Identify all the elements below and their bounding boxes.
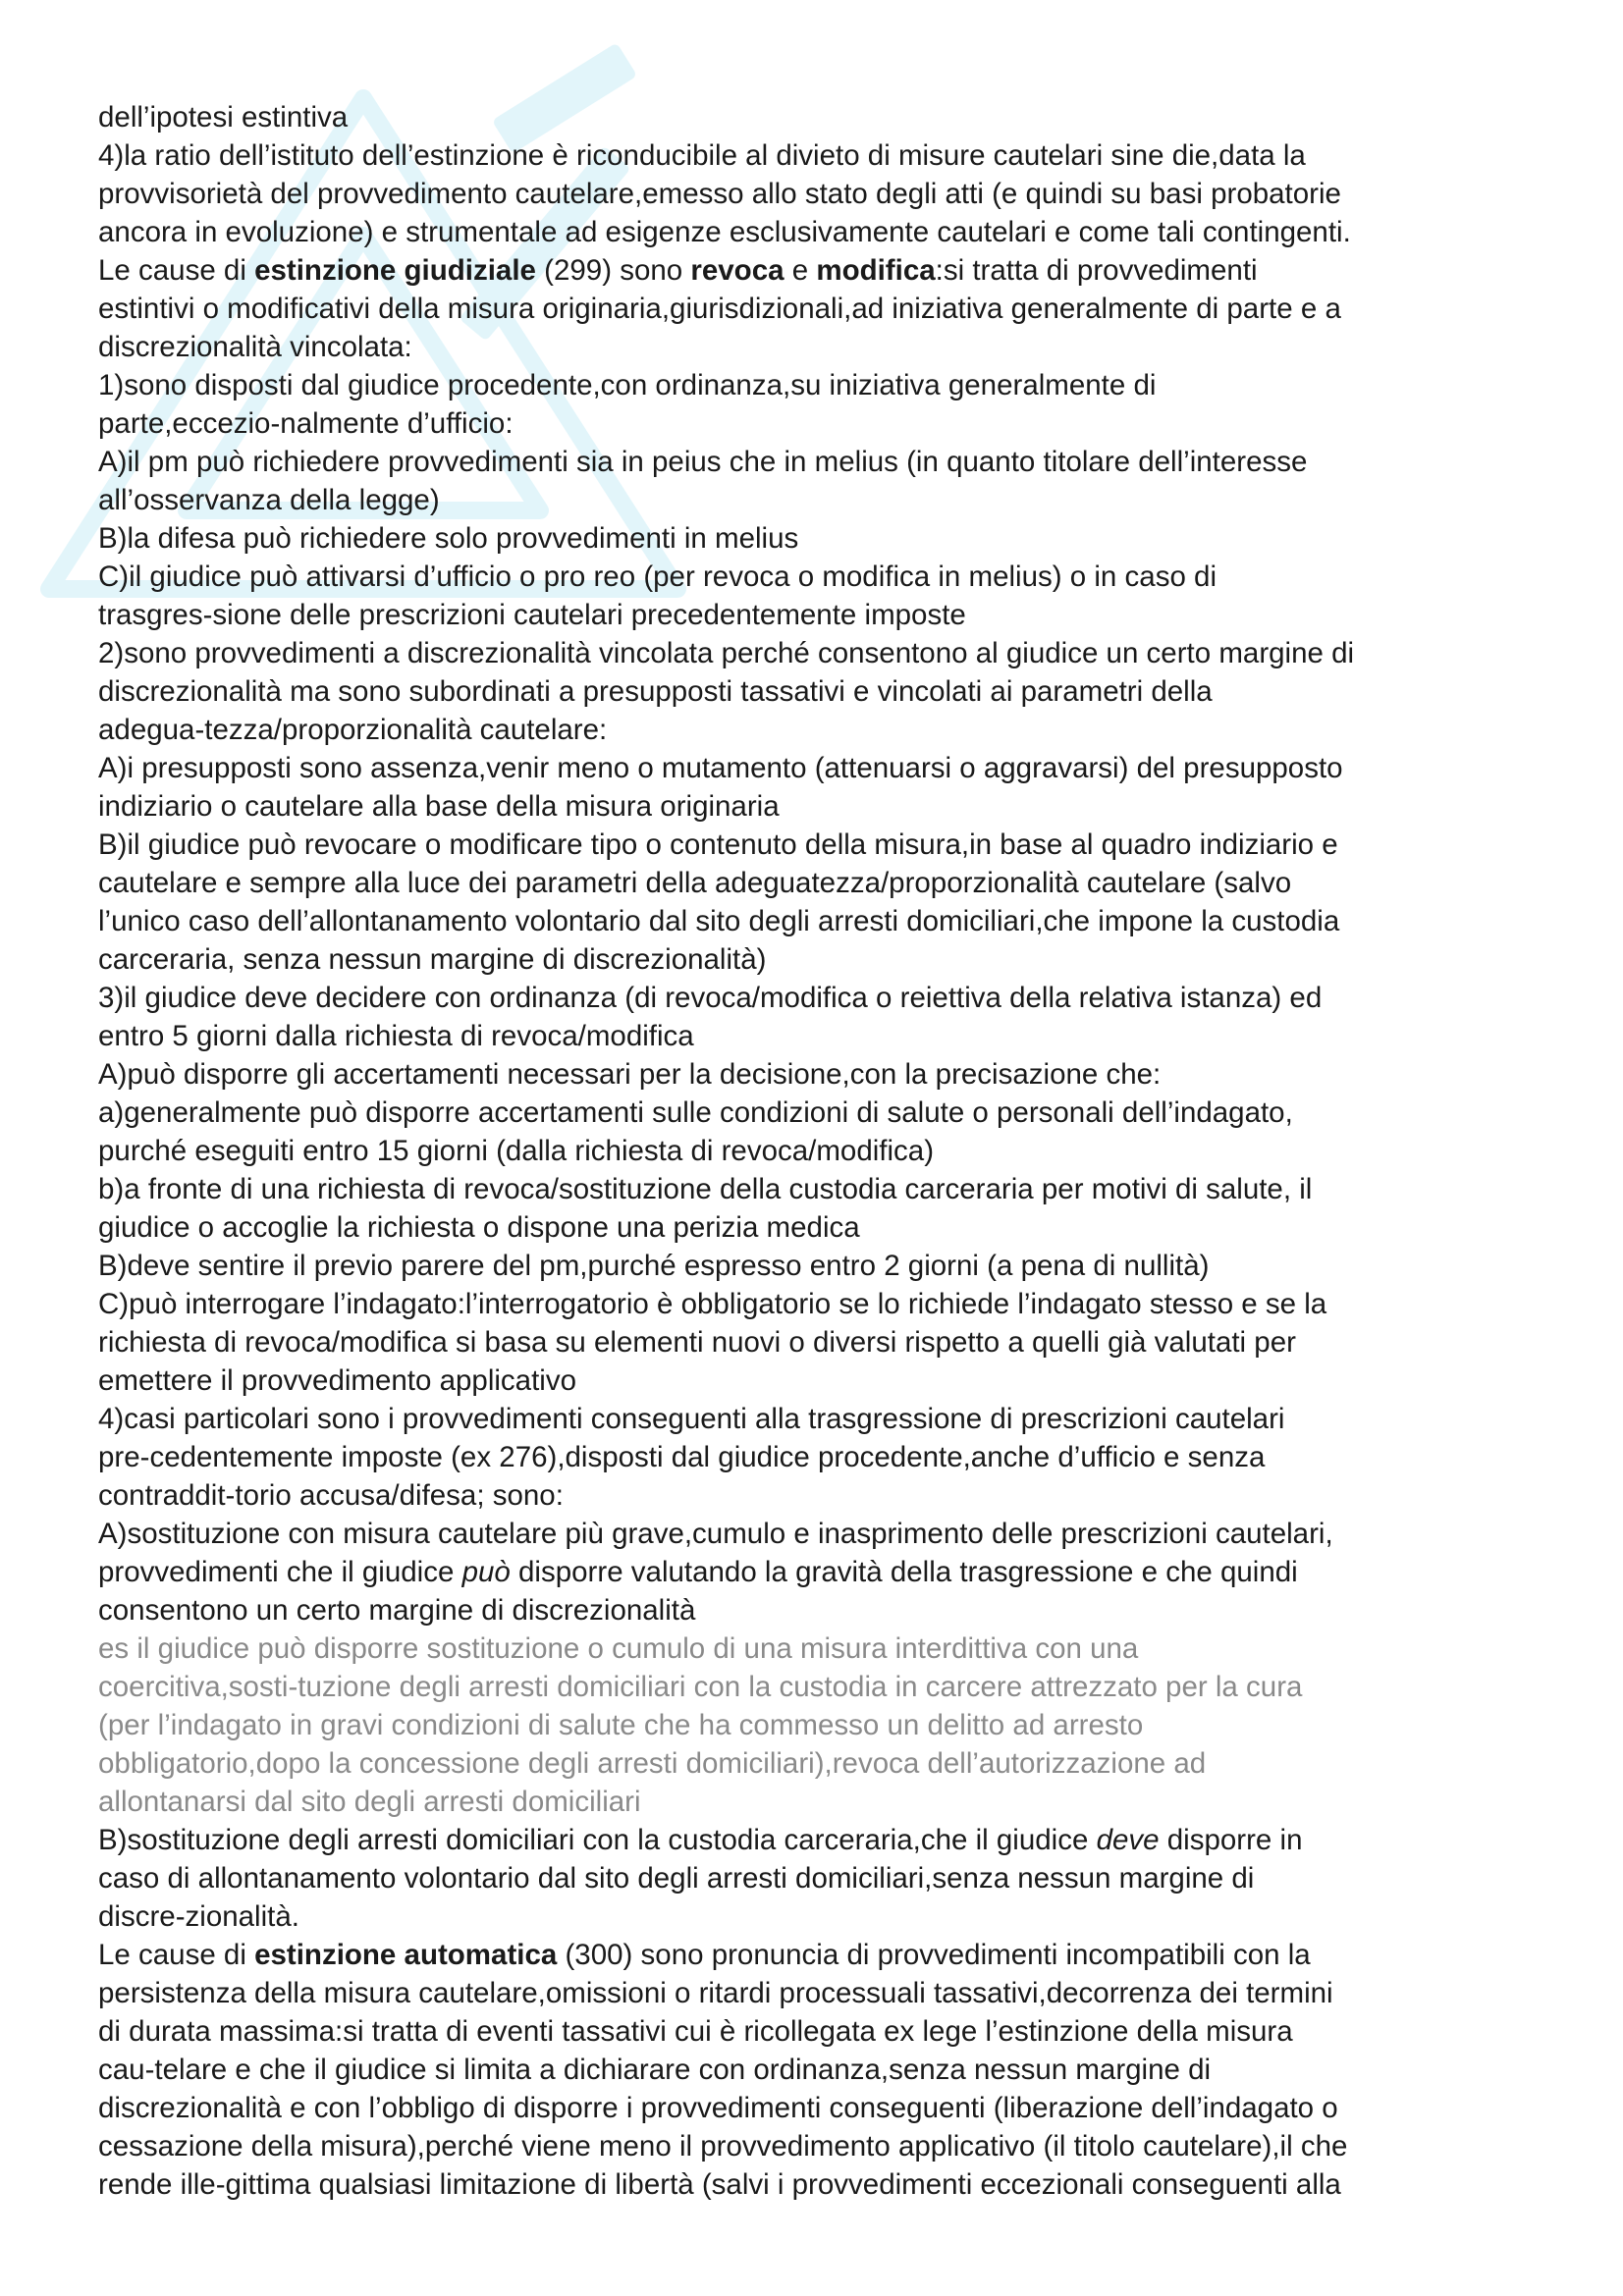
text-line-puo: provvedimenti che il giudice può disporre valutando la gravità della trasgressione e che quindi	[98, 1556, 1298, 1588]
text-line: all’osservanza della legge)	[98, 484, 440, 516]
text-line: purché eseguiti entro 15 giorni (dalla richiesta di revoca/modifica)	[98, 1135, 935, 1167]
text-line: persistenza della misura cautelare,omissioni o ritardi processuali tassativi,decorrenza dei termini	[98, 1977, 1333, 2009]
text-line: 2)sono provvedimenti a discrezionalità vincolata perché consentono al giudice un certo margine di	[98, 637, 1355, 669]
bold-term: modifica	[816, 254, 936, 287]
text-line: discrezionalità e con l’obbligo di disporre i provvedimenti conseguenti (liberazione dell’indagato o	[98, 2092, 1338, 2124]
text-line: indiziario o cautelare alla base della misura originaria	[98, 790, 780, 823]
text-line: l’unico caso dell’allontanamento volontario dal sito degli arresti domiciliari,che impone la custodia	[98, 905, 1340, 937]
text-line: ancora in evoluzione) e strumentale ad esigenze esclusivamente cautelari e come tali contingenti.	[98, 216, 1351, 248]
text-line: cessazione della misura),perché viene meno il provvedimento applicativo (il titolo cautelare),il che	[98, 2130, 1348, 2163]
text-line: discrezionalità ma sono subordinati a presupposti tassativi e vincolati ai parametri della	[98, 675, 1213, 708]
text-line: cau-telare e che il giudice si limita a dichiarare con ordinanza,senza nessun margine di	[98, 2054, 1212, 2086]
bold-term: estinzione automatica	[254, 1939, 558, 1971]
text-line: provvisorietà del provvedimento cautelare,emesso allo stato degli atti (e quindi su basi probatorie	[98, 178, 1341, 210]
text-line: cautelare e sempre alla luce dei parametri della adeguatezza/proporzionalità cautelare (salvo	[98, 867, 1292, 899]
text-line: B)il giudice può revocare o modificare tipo o contenuto della misura,in base al quadro indiziario e	[98, 828, 1338, 861]
text-line: emettere il provvedimento applicativo	[98, 1364, 576, 1397]
text-line: contraddit-torio accusa/difesa; sono:	[98, 1479, 564, 1512]
text-line: discrezionalità vincolata:	[98, 331, 412, 363]
bold-term: revoca	[690, 254, 784, 287]
text-line: A)il pm può richiedere provvedimenti sia in peius che in melius (in quanto titolare dell’interesse	[98, 446, 1308, 478]
example-line: obbligatorio,dopo la concessione degli arresti domiciliari),revoca dell’autorizzazione ad	[98, 1747, 1207, 1780]
text-line: entro 5 giorni dalla richiesta di revoca/modifica	[98, 1020, 694, 1052]
text-line: b)a fronte di una richiesta di revoca/sostituzione della custodia carceraria per motivi di salute, il	[98, 1173, 1313, 1205]
text-line: giudice o accoglie la richiesta o dispone una perizia medica	[98, 1211, 860, 1244]
text-line: A)sostituzione con misura cautelare più grave,cumulo e inasprimento delle prescrizioni cautelari,	[98, 1518, 1333, 1550]
text-line: carceraria, senza nessun margine di discrezionalità)	[98, 943, 767, 976]
example-line: es il giudice può disporre sostituzione o cumulo di una misura interdittiva con una	[98, 1632, 1139, 1665]
text-line: A)i presupposti sono assenza,venir meno o mutamento (attenuarsi o aggravarsi) del presupposto	[98, 752, 1343, 784]
text-line: richiesta di revoca/modifica si basa su elementi nuovi o diversi rispetto a quelli già valutati per	[98, 1326, 1296, 1359]
text-line-estinzione-giudiziale: Le cause di estinzione giudiziale (299) sono revoca e modifica:si tratta di provvedimenti	[98, 254, 1258, 287]
text-line: a)generalmente può disporre accertamenti sulle condizioni di salute o personali dell’indagato,	[98, 1096, 1293, 1129]
italic-term: deve	[1096, 1824, 1160, 1856]
text-line: C)può interrogare l’indagato:l’interrogatorio è obbligatorio se lo richiede l’indagato stesso e se la	[98, 1288, 1327, 1320]
text-line-estinzione-automatica: Le cause di estinzione automatica (300) sono pronuncia di provvedimenti incompatibili con la	[98, 1939, 1311, 1971]
text-line: B)deve sentire il previo parere del pm,purché espresso entro 2 giorni (a pena di nullità)	[98, 1250, 1210, 1282]
italic-term: può	[461, 1556, 511, 1588]
text-line: consentono un certo margine di discrezionalità	[98, 1594, 696, 1627]
text-line: C)il giudice può attivarsi d’ufficio o pro reo (per revoca o modifica in melius) o in caso di	[98, 561, 1217, 593]
text-line: pre-cedentemente imposte (ex 276),disposti dal giudice procedente,anche d’ufficio e senza	[98, 1441, 1266, 1473]
text-line-deve: B)sostituzione degli arresti domiciliari con la custodia carceraria,che il giudice deve disporre in	[98, 1824, 1303, 1856]
document-text	[98, 98, 1551, 2204]
text-line: di durata massima:si tratta di eventi tassativi cui è ricollegata ex lege l’estinzione della misura	[98, 2015, 1293, 2048]
text-line: 4)la ratio dell’istituto dell’estinzione è riconducibile al divieto di misure cautelari sine die,data la	[98, 139, 1306, 172]
example-line: allontanarsi dal sito degli arresti domiciliari	[98, 1786, 641, 1818]
text-line: parte,eccezio-nalmente d’ufficio:	[98, 407, 514, 440]
text-line: adegua-tezza/proporzionalità cautelare:	[98, 714, 608, 746]
text-line: dell’ipotesi estintiva	[98, 101, 349, 133]
text-line: rende ille-gittima qualsiasi limitazione di libertà (salvi i provvedimenti eccezionali conseguenti alla	[98, 2168, 1341, 2201]
text-line: 3)il giudice deve decidere con ordinanza (di revoca/modifica o reiettiva della relativa istanza) ed	[98, 982, 1323, 1014]
text-line: caso di allontanamento volontario dal sito degli arresti domiciliari,senza nessun margine di	[98, 1862, 1255, 1895]
text-line: A)può disporre gli accertamenti necessari per la decisione,con la precisazione che:	[98, 1058, 1162, 1091]
text-line: 1)sono disposti dal giudice procedente,con ordinanza,su iniziativa generalmente di	[98, 369, 1157, 401]
example-line: (per l’indagato in gravi condizioni di salute che ha commesso un delitto ad arresto	[98, 1709, 1144, 1741]
example-line: coercitiva,sosti-tuzione degli arresti domiciliari con la custodia in carcere attrezzato per la cura	[98, 1671, 1303, 1703]
text-line: estintivi o modificativi della misura originaria,giurisdizionali,ad iniziativa generalmente di parte e a	[98, 293, 1341, 325]
bold-term: estinzione giudiziale	[254, 254, 536, 287]
text-line: 4)casi particolari sono i provvedimenti conseguenti alla trasgressione di prescrizioni cautelari	[98, 1403, 1285, 1435]
text-line: trasgres-sione delle prescrizioni cautelari precedentemente imposte	[98, 599, 966, 631]
text-line: discre-zionalità.	[98, 1900, 299, 1933]
text-line: B)la difesa può richiedere solo provvedimenti in melius	[98, 522, 799, 555]
